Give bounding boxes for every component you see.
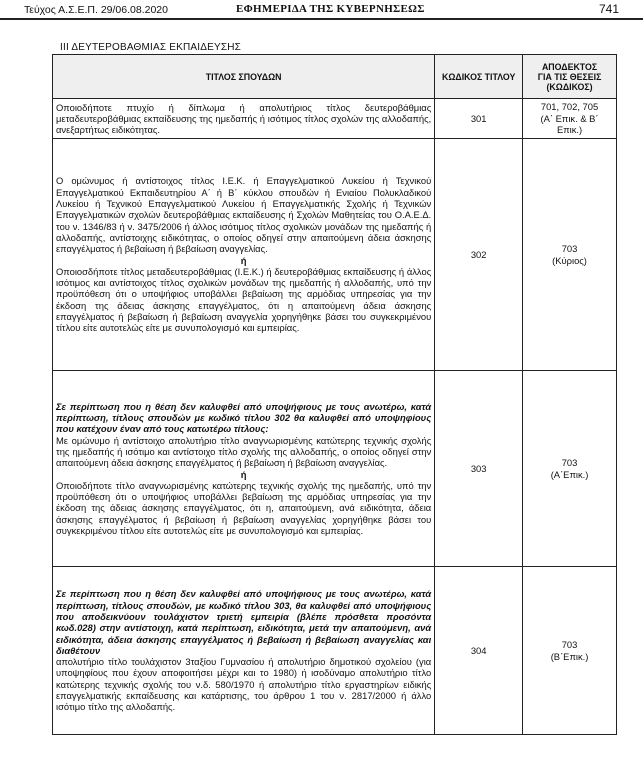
qualifications-table xyxy=(52,54,617,735)
header-accepted-line1: ΑΠΟΔΕΚΤΟΣ xyxy=(541,61,598,72)
row-304-accepted xyxy=(523,567,617,735)
row-302-or: ή xyxy=(240,254,247,266)
row-303-accepted xyxy=(523,371,617,567)
gazette-title: ΕΦΗΜΕΡΙΔΑ ΤΗΣ ΚΥΒΕΡΝΗΣΕΩΣ xyxy=(236,3,425,15)
row-303-or: ή xyxy=(240,468,247,480)
row-302-part2: Οποιοσδήποτε τίτλος μεταδευτεροβάθμιας (Ι.Ε.Κ.) ή δευτεροβάθμιας εκπαίδευσης ή άλλος ισότιμος και αντίστοιχος τίτλος σχολικών μονάδων της ημεδαπής ή αλλοδαπής, υπό την προϋπόθεση ότι ο υποψήφιος υποβάλλει βεβαίωση της αρμόδιας υπηρεσίας για την έκδοση της άδειας άσκησης επαγγέλματος, ότι η απαιτούμενη άδεια άσκησης επαγγέλματος ή βεβαίωση ή βεβαίωση αναγγελία χορηγήθηκε βάσει του συγκεκριμένου τίτλου είτε αυτοτελώς είτε με συνυπολογισμό και εμπειρίας. xyxy=(56,265,432,334)
row-301-accepted-line3: Επικ.) xyxy=(556,124,583,136)
row-301-text: Οποιοδήποτε πτυχίο ή δίπλωμα ή απολυτήριος τίτλος δευτεροβάθμιας μεταδευτεροβάθμιας εκπαίδευσης της ημεδαπής ή ισότιμος τίτλος σχολών της αλλοδαπής, ανεξαρτήτως ειδικότητας. xyxy=(53,99,435,139)
row-303-code: 303 xyxy=(435,371,523,567)
row-304-intro: Σε περίπτωση που η θέση δεν καλυφθεί από υποψήφιους με τους ανωτέρω, κατά περίπτωση, τίτλους σπουδών, με κωδικό τίτλου 303, θα καλυφθεί από υποψήφιους που αποδεικνύουν τουλάχιστον τριετή εμπειρία (βλέπε πρόσθετα προσόντα κωδ.028) στην αντίστοιχη, κατά περίπτωση, ειδικότητα, μετά την απαιτούμενη, ανά ειδικότητα, άδεια άσκησης επαγγέλματος ή βεβαίωση ή βεβαίωση αναγγελίας και διαθέτουν xyxy=(56,588,432,656)
table-row xyxy=(53,567,617,735)
table-row xyxy=(53,371,617,567)
row-302-text xyxy=(53,139,435,371)
header-accepted-line2: ΓΙΑ ΤΙΣ ΘΕΣΕΙΣ xyxy=(537,71,602,82)
row-302-accepted xyxy=(523,139,617,371)
row-301-code: 301 xyxy=(435,99,523,139)
table-row xyxy=(53,139,617,371)
section-title: ΙΙΙ ΔΕΥΤΕΡΟΒΑΘΜΙΑΣ ΕΚΠΑΙΔΕΥΣΗΣ xyxy=(60,42,242,53)
issue-label: Τεύχος Α.Σ.Ε.Π. 29/06.08.2020 xyxy=(24,4,168,16)
row-301-accepted-line1: 701, 702, 705 xyxy=(540,101,599,113)
row-304-text xyxy=(53,567,435,735)
row-304-accepted-line1: 703 xyxy=(561,639,578,650)
row-302-part1: Ο ομώνυμος ή αντίστοιχος τίτλος Ι.Ε.Κ. ή Επαγγελματικού Λυκείου ή Τεχνικού Επαγγελματικού Εκπαιδευτηρίου Α΄ ή Β΄ κύκλου σπουδών ή Ενιαίου Πολυκλαδικού Λυκείου ή Τεχνικού Επαγγελματικού Λυκείου ή Επαγγελματικής Σχολής ή Τεχνικών Επαγγελματικών σχολών δευτεροβάθμιας εκπαίδευσης ή Σχολών Μαθητείας του Ο.Α.Ε.Δ. του ν. 1346/83 ή ν. 3475/2006 ή άλλος ισότιμος τίτλος σχολικών μονάδων της ημεδαπής ή αλλοδαπής, αντίστοιχης ειδικότητας, ο οποίος οδηγεί στην απαιτούμενη άδεια άσκησης επαγγέλματος ή βεβαίωση ή βεβαίωση αναγγελίας. xyxy=(56,175,432,255)
row-303-accepted-line1: 703 xyxy=(561,457,578,468)
table-row xyxy=(53,99,617,139)
row-303-accepted-line2: (Α΄Επικ.) xyxy=(550,468,589,480)
row-302-accepted-line1: 703 xyxy=(561,243,578,254)
page-number: 741 xyxy=(598,2,619,16)
header-accepted-line3: (ΚΩΔΙΚΟΣ) xyxy=(546,81,593,92)
row-303-part2: Οποιοδήποτε τίτλο αναγνωρισμένης κατώτερης τεχνικής σχολής της ημεδαπής, υπό την προϋπόθεση ότι ο υποψήφιος υποβάλλει βεβαίωση της αρμόδιας υπηρεσίας για την έκδοση της άδειας άσκησης επαγγέλματος, ότι η, απαιτούμενη, ανά ειδικότητα, άδεια άσκησης επαγγέλματος ή βεβαίωση ή βεβαίωση αναγγελίας χορηγήθηκε βάσει του συγκεκριμένου τίτλου είτε αυτοτελώς είτε με συνυπολογισμό και εμπειρίας. xyxy=(56,479,432,536)
header-code: ΚΩΔΙΚΟΣ ΤΙΤΛΟΥ xyxy=(435,55,523,99)
header-title: ΤΙΤΛΟΣ ΣΠΟΥΔΩΝ xyxy=(53,55,435,99)
row-302-accepted-line2: (Κύριος) xyxy=(552,254,587,266)
row-303-text xyxy=(53,371,435,567)
header-accepted xyxy=(523,55,617,99)
row-304-body: απολυτήριο τίτλο τουλάχιστον 3ταξίου Γυμνασίου ή απολυτήριο δημοτικού σχολείου (για υποψηφίους που έχουν αποφοιτήσει μέχρι και το 1980) ή ισοδύναμο απολυτήριο τίτλο κατώτερης τεχνικής σχολής του ν.δ. 580/1970 ή απολυτήριο τίτλο εργαστηρίων ειδικής επαγγελματικής εκπαίδευσης και κατάρτισης, του άρθρου 1 του ν. 2817/2000 ή άλλο ισότιμο τίτλο της αλλοδαπής. xyxy=(56,656,432,713)
table-header-row xyxy=(53,55,617,99)
row-302-code: 302 xyxy=(435,139,523,371)
header-rule xyxy=(0,18,643,20)
row-304-accepted-line2: (Β΄Επικ.) xyxy=(550,650,589,662)
row-301-accepted-line2: (Α΄ Επικ. & Β΄ xyxy=(540,112,599,124)
page-header xyxy=(0,0,643,20)
row-303-intro: Σε περίπτωση που η θέση δεν καλυφθεί από υποψήφιους με τους ανωτέρω, κατά περίπτωση, τίτλους σπουδών με κωδικό τίτλου 302 θα καλυφθεί από υποψηφίους που κατέχουν έναν από τους κατωτέρω τίτλους: xyxy=(56,400,432,435)
row-303-part1: Με ομώνυμο ή αντίστοιχο απολυτήριο τίτλο αναγνωρισμένης κατώτερης τεχνικής σχολής της ημεδαπής ή ισότιμο και αντίστοιχο τίτλο σχολής της αλλοδαπής, ο οποίος οδηγεί στην απαιτούμενη άδεια άσκησης επαγγέλματος ή βεβαίωση ή βεβαίωση αναγγελίας. xyxy=(56,434,432,469)
row-304-code: 304 xyxy=(435,567,523,735)
row-301-accepted xyxy=(523,99,617,139)
